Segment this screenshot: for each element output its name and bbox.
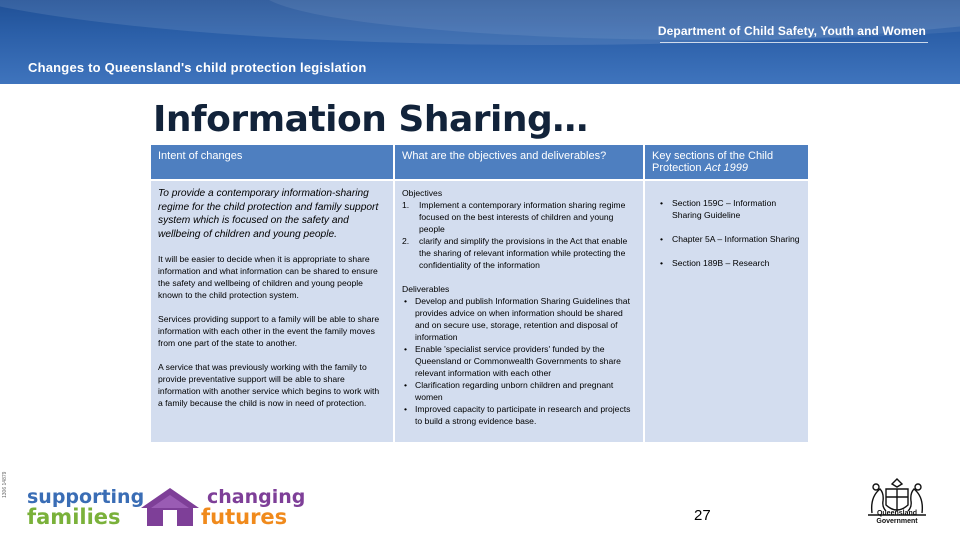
objectives-cell	[394, 180, 644, 442]
key-section-item: • Section 189B – Research	[652, 257, 801, 269]
deliverable-item: • Improved capacity to participate in research and projects to build a strong evidence base.	[402, 403, 636, 427]
header-act-name: Act 1999	[704, 162, 749, 174]
deliverables-heading: Deliverables	[402, 284, 450, 294]
key-section-item: • Section 159C – Information Sharing Guideline	[652, 197, 801, 221]
key-sections-cell	[644, 180, 808, 442]
header-key-sections	[644, 145, 808, 180]
header-intent: Intent of changes	[151, 145, 394, 180]
table-body-row	[151, 180, 808, 442]
objective-item	[402, 199, 636, 235]
department-underline	[660, 42, 928, 43]
logo-word-supporting: supporting	[27, 486, 145, 508]
house-icon	[137, 486, 203, 528]
logo-word-futures: futures	[201, 505, 288, 529]
header-objectives: What are the objectives and deliverables?	[394, 145, 644, 180]
deliverable-item: • Clarification regarding unborn children and pregnant women	[402, 379, 636, 403]
intent-paragraph: Services providing support to a family will be able to share information with each other in the event the family moves from one part of the state to another.	[158, 314, 380, 348]
key-section-item: • Chapter 5A – Information Sharing	[652, 233, 801, 245]
logo-word-families: families	[27, 505, 121, 529]
key-sections-list	[652, 197, 801, 269]
header-banner	[0, 0, 960, 84]
slide-title: Information Sharing…	[153, 99, 588, 140]
intent-paragraph: It will be easier to decide when it is appropriate to share information and what information can be shared to ensure the safety and wellbeing of children and young people known to the child protection system.	[158, 254, 378, 300]
objective-number: 2.	[402, 236, 410, 246]
intent-cell	[151, 180, 394, 442]
objective-item	[402, 235, 636, 271]
deliverable-item: • Enable 'specialist service providers' funded by the Queensland or Commonwealth Governments to share relevant information with each other	[402, 343, 636, 379]
objective-number: 1.	[402, 200, 410, 210]
queensland-government-text: Queensland Government	[876, 510, 918, 525]
objectives-heading: Objectives	[402, 188, 443, 198]
page-number: 27	[694, 507, 711, 524]
logo-word-changing: changing	[207, 486, 306, 508]
information-table	[151, 145, 808, 442]
banner-subtitle: Changes to Queensland's child protection legislation	[28, 60, 367, 75]
intent-paragraph: A service that was previously working with the family to provide preventative support will be able to share information with another service which begins to work with a family because the child is now in need of protection.	[158, 362, 380, 408]
side-reference-code: 1306 14879	[2, 471, 8, 498]
objective-text: clarify and simplify the provisions in the Act that enable the sharing of relevant information while protecting the confidentiality of the information	[419, 236, 628, 270]
objectives-list	[402, 199, 636, 271]
table-header-row	[151, 145, 808, 180]
header-key-sections-text: Key sections of the Child Protection	[652, 150, 774, 174]
deliverable-item: • Develop and publish Information Sharing Guidelines that provides advice on when information should be shared and on secure use, storage, retention and disposal of information	[402, 295, 636, 343]
department-name: Department of Child Safety, Youth and Women	[657, 24, 926, 38]
intent-lead: To provide a contemporary information-sharing regime for the child protection and family support system which is focused on the safety and wellbeing of children and young people.	[158, 188, 379, 240]
objective-text: Implement a contemporary information sharing regime focused on the best interests of children and young people	[419, 200, 626, 234]
deliverables-list	[402, 295, 636, 427]
